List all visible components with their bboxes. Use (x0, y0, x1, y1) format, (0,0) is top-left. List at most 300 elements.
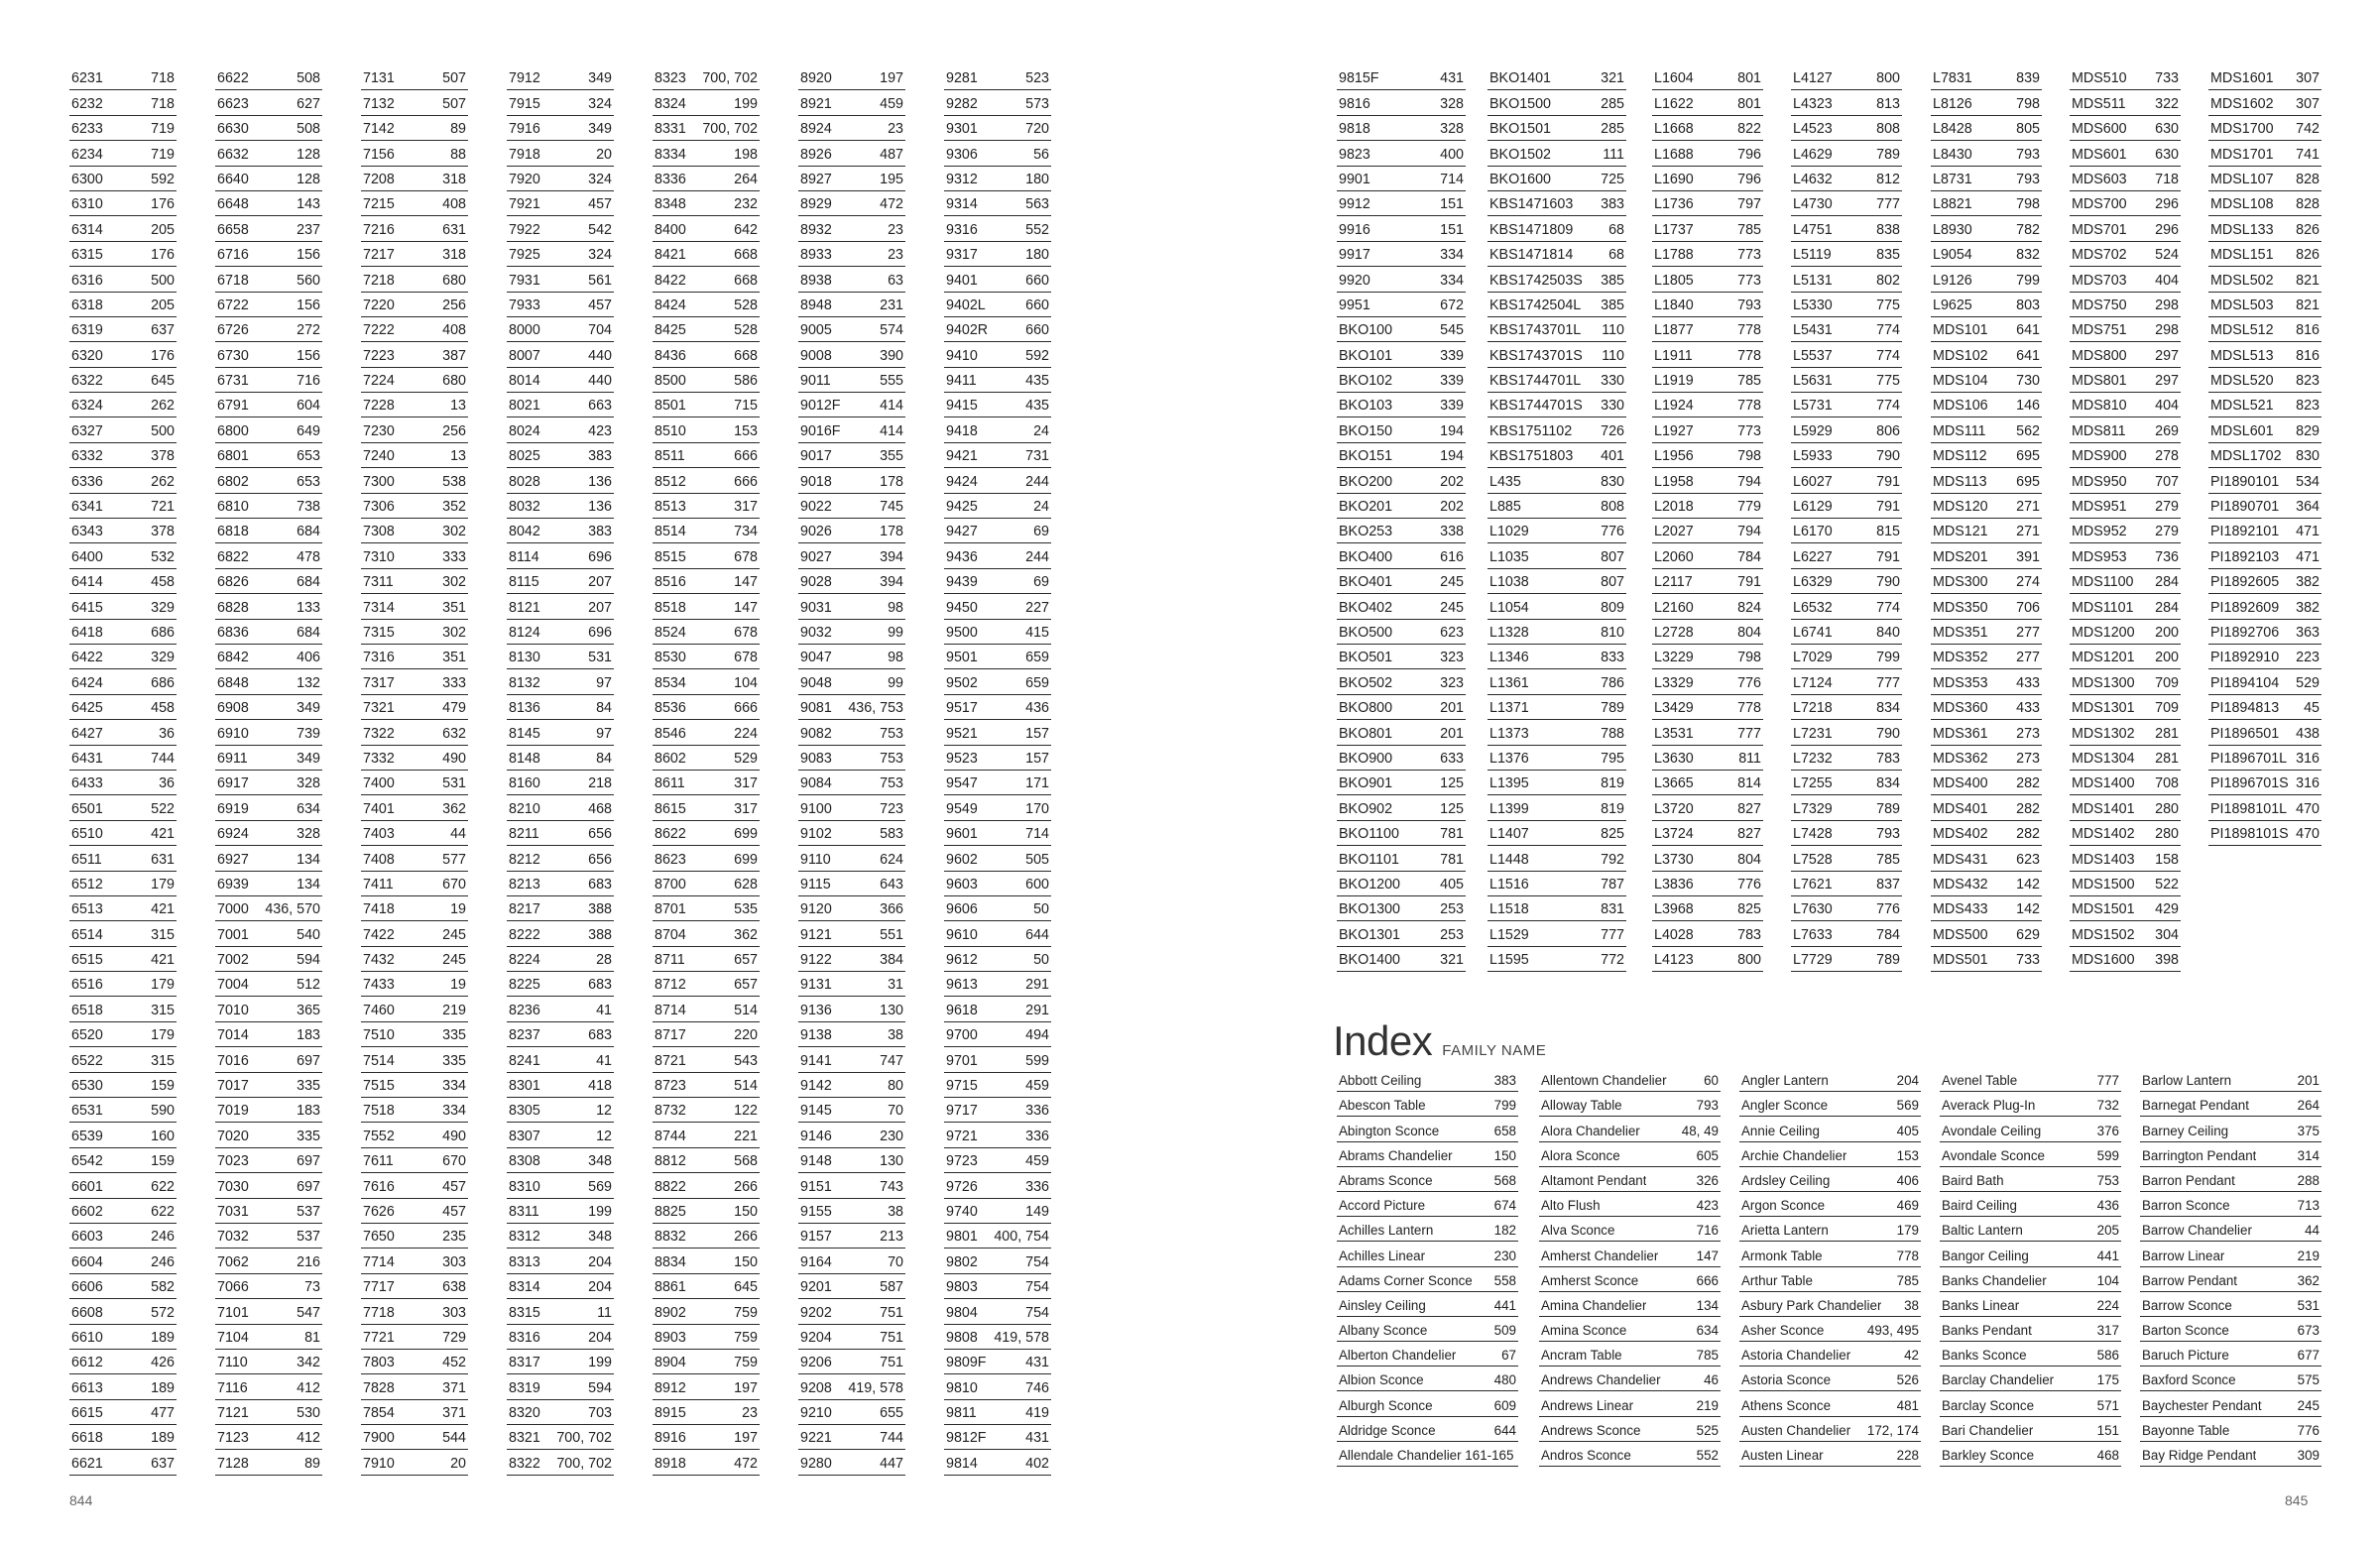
model-entry-key: L2027 (1654, 525, 1694, 540)
model-entry-key: MDS431 (1933, 852, 1988, 868)
model-entry-page: 560 (297, 273, 320, 289)
model-entry-key: 9601 (946, 827, 978, 843)
model-entry-key: MDS1101 (2072, 600, 2134, 616)
model-entry-key: L7621 (1793, 877, 1833, 892)
index-entry-key: Achilles Lantern (1339, 1223, 1434, 1239)
left-column-4 (507, 65, 614, 1476)
model-entry (653, 669, 760, 694)
model-entry (1488, 368, 1626, 393)
model-entry-key: 7000 (217, 902, 249, 918)
model-entry (1791, 368, 1902, 393)
model-entry (653, 720, 760, 745)
model-entry (2070, 242, 2181, 267)
model-entry (361, 1224, 468, 1249)
model-entry-page: 773 (1737, 423, 1761, 439)
model-entry-key: L2018 (1654, 500, 1694, 516)
index-entry-key: Allendale Chandelier 161-165 (1339, 1448, 1514, 1463)
model-entry-key: 8436 (654, 348, 686, 364)
model-entry-key: L4730 (1793, 197, 1833, 213)
model-entry-page: 433 (2016, 675, 2040, 691)
model-entry (2208, 191, 2321, 216)
model-entry-key: 6231 (71, 71, 103, 87)
model-entry (1337, 65, 1466, 90)
model-entry-page: 237 (297, 222, 320, 238)
model-entry (69, 317, 177, 342)
model-entry-key: BKO901 (1339, 776, 1393, 792)
model-entry-page: 659 (1025, 651, 1049, 666)
model-entry-page: 202 (1440, 474, 1464, 490)
model-entry (798, 921, 905, 946)
model-entry-key: 7422 (363, 927, 395, 943)
model-entry-page: 388 (588, 927, 612, 943)
index-entry (1739, 1067, 1921, 1092)
model-entry-page: 282 (2016, 776, 2040, 792)
model-entry-page: 840 (1876, 625, 1900, 641)
model-entry (507, 1173, 614, 1198)
model-entry-page: 385 (1601, 273, 1624, 289)
model-entry-page: 245 (1440, 600, 1464, 616)
index-entry-key: Astoria Sconce (1741, 1372, 1832, 1388)
model-entry (361, 1022, 468, 1047)
model-entry (507, 594, 614, 619)
model-entry (1652, 569, 1763, 594)
model-entry-key: 9502 (946, 675, 978, 691)
model-entry (69, 746, 177, 771)
model-entry-page: 176 (151, 197, 175, 213)
model-entry (361, 921, 468, 946)
model-entry (1791, 167, 1902, 191)
model-entry (507, 368, 614, 393)
index-entry-key: Arietta Lantern (1741, 1223, 1829, 1239)
model-entry (1931, 267, 2042, 292)
model-entry-key: 7020 (217, 1129, 249, 1144)
model-entry-page: 789 (1876, 801, 1900, 817)
model-entry (1488, 795, 1626, 820)
index-entry (1739, 1167, 1921, 1192)
index-entry-page: 42 (1904, 1348, 1919, 1364)
model-entry-page: 696 (588, 549, 612, 565)
model-entry (944, 947, 1051, 972)
model-entry-page: 291 (1025, 1003, 1049, 1018)
model-entry-key: 9026 (800, 525, 832, 540)
model-entry-page: 708 (2155, 776, 2179, 792)
model-entry-key: 9314 (946, 197, 978, 213)
model-entry-key: 6623 (217, 96, 249, 112)
model-entry-key: 7123 (217, 1431, 249, 1447)
model-entry-page: 36 (159, 726, 175, 742)
model-entry-key: 8514 (654, 525, 686, 540)
model-entry-page: 642 (734, 222, 758, 238)
model-entry-key: 8025 (509, 449, 540, 465)
index-entry (1940, 1142, 2121, 1167)
model-entry-key: BKO900 (1339, 751, 1393, 767)
model-entry (361, 1148, 468, 1173)
model-entry (653, 216, 760, 241)
model-entry-page: 800 (1876, 71, 1900, 87)
model-entry (798, 116, 905, 141)
model-entry-key: 7316 (363, 651, 395, 666)
model-entry (2070, 519, 2181, 543)
model-entry-key: L1956 (1654, 449, 1694, 465)
model-entry-page: 394 (880, 549, 903, 565)
model-entry-page: 628 (734, 877, 758, 892)
model-entry-key: L5119 (1793, 248, 1832, 264)
model-entry (507, 443, 614, 468)
model-entry (653, 1249, 760, 1273)
model-entry (653, 293, 760, 317)
model-entry-page: 627 (297, 96, 320, 112)
model-entry (944, 620, 1051, 645)
index-entry-key: Banks Pendant (1942, 1323, 2032, 1339)
index-entry-page: 799 (1493, 1098, 1516, 1114)
model-entry-key: 9547 (946, 776, 978, 792)
model-entry-page: 668 (734, 273, 758, 289)
model-entry-key: 7918 (509, 147, 540, 163)
model-entry (798, 1123, 905, 1147)
model-entry (1931, 795, 2042, 820)
model-entry (215, 669, 322, 694)
model-entry (1791, 695, 1902, 720)
model-entry (69, 368, 177, 393)
model-entry (507, 216, 614, 241)
model-entry-key: 8160 (509, 776, 540, 792)
index-entry (1539, 1167, 1721, 1192)
index-entry-key: Angler Lantern (1741, 1073, 1829, 1089)
model-entry-key: L1516 (1489, 877, 1529, 892)
index-entry-page: 264 (2297, 1098, 2320, 1114)
model-entry-key: 6622 (217, 71, 249, 87)
model-entry-page: 742 (2296, 122, 2320, 138)
model-entry (653, 821, 760, 846)
model-entry-page: 826 (2296, 248, 2320, 264)
model-entry (361, 191, 468, 216)
model-entry-page: 97 (596, 726, 612, 742)
index-entry-key: Banks Sconce (1942, 1348, 2027, 1364)
model-entry (798, 317, 905, 342)
model-entry-page: 303 (442, 1305, 466, 1321)
model-entry-key: PI1894104 (2210, 675, 2280, 691)
index-entry-key: Avondale Sconce (1942, 1147, 2045, 1163)
model-entry-page: 134 (297, 877, 320, 892)
model-entry (2208, 569, 2321, 594)
model-entry-page: 38 (888, 1028, 903, 1044)
model-entry-key: 9081 (800, 701, 832, 717)
model-entry-key: L9126 (1933, 273, 1972, 289)
model-entry (507, 669, 614, 694)
index-entry-page: 423 (1696, 1198, 1719, 1214)
index-entry-page: 46 (1704, 1372, 1719, 1388)
model-entry-page: 637 (151, 1456, 175, 1472)
model-entry (507, 116, 614, 141)
model-entry (1652, 293, 1763, 317)
model-entry (361, 594, 468, 619)
model-entry-key: 9424 (946, 474, 978, 490)
model-entry-page: 753 (880, 751, 903, 767)
model-entry-key: 6604 (71, 1254, 103, 1270)
model-entry-key: 8217 (509, 902, 540, 918)
model-entry (2070, 167, 2181, 191)
model-entry-key: 6513 (71, 902, 103, 918)
model-entry-key: 9723 (946, 1154, 978, 1170)
model-entry (1791, 872, 1902, 896)
model-entry (944, 1374, 1051, 1399)
model-entry (2070, 645, 2181, 669)
model-entry-page: 198 (734, 147, 758, 163)
model-entry-key: 6618 (71, 1431, 103, 1447)
model-entry (1652, 846, 1763, 871)
model-entry-key: 7910 (363, 1456, 395, 1472)
left-column-1 (69, 65, 177, 1476)
model-entry-key: 8723 (654, 1079, 686, 1095)
model-entry-page: 531 (442, 776, 466, 792)
model-entry (798, 1374, 905, 1399)
model-entry (2070, 771, 2181, 795)
model-entry-key: 6319 (71, 323, 103, 339)
index-title: Index (1333, 1017, 1433, 1064)
model-entry-page: 180 (1025, 172, 1049, 187)
model-entry-key: MDSL521 (2210, 399, 2274, 415)
model-entry-page: 795 (1601, 751, 1624, 767)
model-entry-page: 274 (2016, 575, 2040, 591)
model-entry-key: 7510 (363, 1028, 395, 1044)
index-entry-page: 468 (2096, 1448, 2119, 1463)
index-entry-key: Baychester Pendant (2142, 1397, 2262, 1413)
model-entry-page: 199 (588, 1204, 612, 1220)
model-entry (653, 947, 760, 972)
model-entry-page: 97 (596, 675, 612, 691)
model-entry (361, 317, 468, 342)
model-entry-page: 746 (1025, 1380, 1049, 1396)
index-entry-key: Baxford Sconce (2142, 1372, 2236, 1388)
model-entry (1791, 569, 1902, 594)
model-entry (944, 293, 1051, 317)
model-entry-page: 468 (588, 801, 612, 817)
model-entry-key: 6539 (71, 1129, 103, 1144)
model-entry-page: 538 (442, 474, 466, 490)
model-entry (361, 1374, 468, 1399)
index-entry-page: 480 (1493, 1372, 1516, 1388)
model-entry-page: 457 (588, 297, 612, 313)
model-entry-page: 136 (588, 474, 612, 490)
model-entry-page: 291 (1025, 978, 1049, 994)
index-entry-page: 245 (2297, 1397, 2320, 1413)
model-entry-key: 9157 (800, 1230, 832, 1246)
index-entry-page: 38 (1904, 1297, 1919, 1313)
model-entry-key: L2117 (1654, 575, 1693, 591)
model-entry-page: 792 (1601, 852, 1624, 868)
model-entry-page: 534 (2296, 474, 2320, 490)
index-entry-page: 405 (1896, 1123, 1919, 1138)
model-entry (653, 1450, 760, 1475)
model-entry-key: 8334 (654, 147, 686, 163)
model-entry-key: PI1898101S (2210, 827, 2289, 843)
model-entry (1791, 519, 1902, 543)
model-entry-page: 487 (880, 147, 903, 163)
model-entry (507, 947, 614, 972)
model-entry-page: 796 (1737, 172, 1761, 187)
model-entry-page: 530 (297, 1406, 320, 1422)
model-entry-key: 6316 (71, 273, 103, 289)
model-entry-page: 830 (1601, 474, 1624, 490)
model-entry (1488, 342, 1626, 367)
model-entry-key: 8115 (509, 575, 539, 591)
model-entry-page: 56 (1033, 147, 1049, 163)
model-entry-page: 477 (151, 1406, 175, 1422)
model-entry-key: MDS801 (2072, 374, 2127, 390)
model-entry-key: 9121 (800, 927, 832, 943)
model-entry-key: 7411 (363, 877, 394, 892)
model-entry-page: 316 (2296, 776, 2320, 792)
model-entry (69, 443, 177, 468)
model-entry-key: KBS1751102 (1489, 423, 1573, 439)
model-entry (2208, 167, 2321, 191)
model-entry-page: 318 (442, 172, 466, 187)
model-entry-page: 318 (442, 248, 466, 264)
model-entry-key: MDS400 (1933, 776, 1988, 792)
model-entry-page: 440 (588, 348, 612, 364)
model-entry-page: 205 (151, 297, 175, 313)
model-entry-key: L4629 (1793, 147, 1833, 163)
model-entry-page: 714 (1440, 172, 1464, 187)
model-entry-key: L1518 (1489, 902, 1529, 918)
model-entry (69, 90, 177, 115)
index-entry-page: 493, 495 (1866, 1323, 1919, 1339)
model-entry (944, 771, 1051, 795)
model-entry-key: L9625 (1933, 297, 1972, 313)
index-entry (1337, 1067, 1518, 1092)
index-entry-page: 134 (1696, 1297, 1719, 1313)
model-entry (69, 771, 177, 795)
model-entry-key: 7222 (363, 323, 395, 339)
model-entry-key: L1788 (1654, 248, 1694, 264)
model-entry (1488, 417, 1626, 442)
model-entry-key: BKO401 (1339, 575, 1393, 591)
model-entry (1931, 821, 2042, 846)
index-entry (1539, 1067, 1721, 1092)
model-entry (215, 1022, 322, 1047)
model-entry-page: 718 (2155, 172, 2179, 187)
model-entry-page: 716 (297, 374, 320, 390)
model-entry-key: L3665 (1654, 776, 1694, 792)
model-entry (798, 342, 905, 367)
model-entry (944, 746, 1051, 771)
model-entry (653, 368, 760, 393)
model-entry (507, 645, 614, 669)
model-entry-key: 9306 (946, 147, 978, 163)
model-entry (2070, 543, 2181, 568)
model-entry-page: 194 (1440, 449, 1464, 465)
model-entry (361, 342, 468, 367)
model-entry-page: 507 (442, 71, 466, 87)
model-entry-key: L3429 (1654, 701, 1694, 717)
model-entry-page: 730 (2016, 374, 2040, 390)
model-entry-page: 543 (734, 1053, 758, 1069)
model-entry (653, 921, 760, 946)
model-entry-key: MDSL502 (2210, 273, 2274, 289)
model-entry-key: 8822 (654, 1179, 686, 1195)
model-entry (944, 393, 1051, 417)
model-entry (1791, 645, 1902, 669)
model-entry (798, 1098, 905, 1123)
index-entry (2140, 1367, 2321, 1391)
model-entry-key: 8224 (509, 953, 540, 969)
model-entry-key: 8812 (654, 1154, 686, 1170)
model-entry (1931, 393, 2042, 417)
model-entry-key: 7062 (217, 1254, 249, 1270)
model-entry-key: BKO500 (1339, 625, 1393, 641)
model-entry-key: 6512 (71, 877, 103, 892)
model-entry (507, 65, 614, 90)
model-entry-key: 8926 (800, 147, 832, 163)
model-entry-key: 9028 (800, 575, 832, 591)
model-entry (361, 1325, 468, 1350)
model-entry-page: 36 (159, 776, 175, 792)
model-entry-page: 13 (450, 449, 466, 465)
model-entry-key: BKO902 (1339, 801, 1393, 817)
model-entry-key: 7010 (217, 1003, 249, 1018)
index-entry-page: 175 (2096, 1372, 2119, 1388)
model-entry-page: 514 (734, 1003, 758, 1018)
model-entry (653, 1325, 760, 1350)
model-entry-page: 458 (151, 701, 175, 717)
index-entry (1739, 1442, 1921, 1467)
model-entry-key: 9740 (946, 1204, 978, 1220)
model-entry-page: 508 (297, 71, 320, 87)
model-entry-page: 827 (1737, 827, 1761, 843)
model-entry (653, 417, 760, 442)
model-entry-page: 328 (1440, 96, 1464, 112)
model-entry (361, 116, 468, 141)
model-entry-key: 9521 (946, 726, 978, 742)
model-entry (798, 65, 905, 90)
model-entry-key: MDS101 (1933, 323, 1988, 339)
model-entry-key: 6722 (217, 297, 249, 313)
model-entry-key: 9606 (946, 902, 978, 918)
model-entry (944, 1425, 1051, 1450)
model-entry-page: 545 (1440, 323, 1464, 339)
model-entry (507, 620, 614, 645)
model-entry-page: 200 (2155, 651, 2179, 666)
model-entry-key: KBS1471814 (1489, 248, 1574, 264)
model-entry (1337, 191, 1466, 216)
model-entry (1488, 771, 1626, 795)
model-entry (361, 795, 468, 820)
model-entry (1337, 342, 1466, 367)
model-entry (944, 167, 1051, 191)
model-entry (215, 872, 322, 896)
model-entry-key: 7925 (509, 248, 540, 264)
model-entry (507, 569, 614, 594)
model-entry (944, 216, 1051, 241)
model-entry-key: 9131 (800, 978, 832, 994)
model-entry-key: 8211 (509, 827, 539, 843)
model-entry-key: L8930 (1933, 222, 1972, 238)
model-entry-page: 801 (1737, 71, 1761, 87)
model-entry-page: 178 (880, 525, 903, 540)
model-entry (1488, 242, 1626, 267)
model-entry-page: 657 (734, 953, 758, 969)
model-entry (507, 695, 614, 720)
model-entry (798, 1224, 905, 1249)
model-entry-key: 9436 (946, 549, 978, 565)
model-entry (69, 242, 177, 267)
model-entry-key: 8308 (509, 1154, 540, 1170)
model-entry-key: 8237 (509, 1028, 540, 1044)
model-entry-key: MDSL1702 (2210, 449, 2282, 465)
model-entry-page: 423 (588, 423, 612, 439)
model-entry-page: 806 (1876, 423, 1900, 439)
index-entry-key: Abescon Table (1339, 1098, 1426, 1114)
